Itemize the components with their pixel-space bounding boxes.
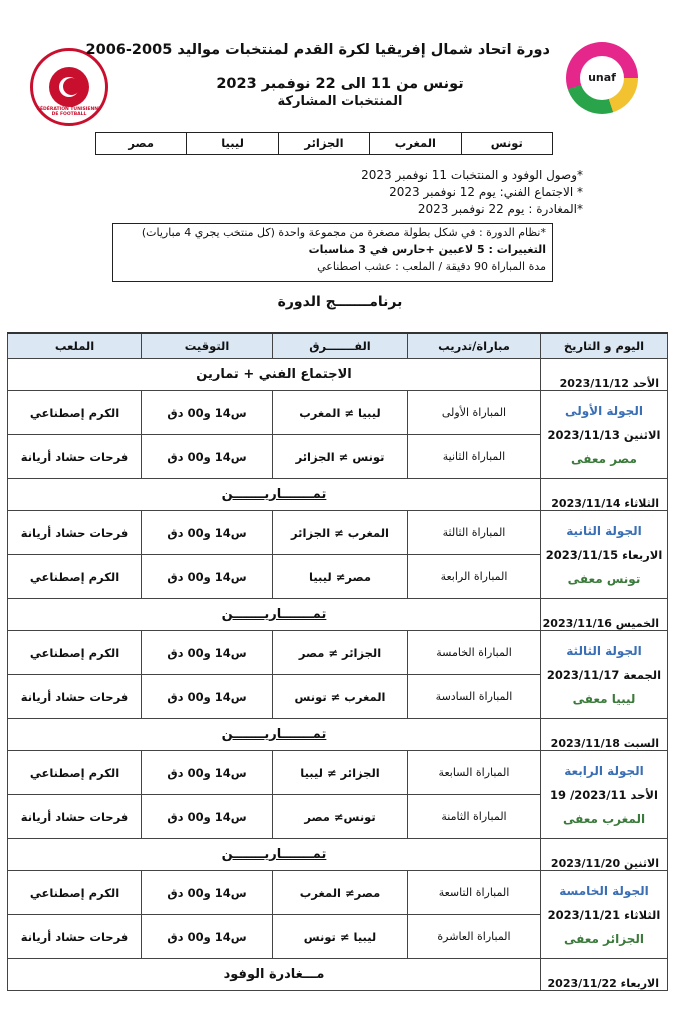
match-time: س14 و00 دق [142,795,273,839]
match-venue: فرحات حشاد أريانة [8,675,142,719]
round-name: الجولة الأولى [565,403,643,418]
match-teams: مصر≠ المغرب [273,871,408,915]
header-time: التوقيت [142,333,273,359]
header-day: اليوم و التاريخ [541,333,668,359]
round-cell [541,871,668,959]
round-name: الجولة الرابعة [564,763,644,778]
match-teams: الجزائر ≠ مصر [273,631,408,675]
rules-duration: مدة المباراة 90 دقيقة / الملعب : عشب اصطناعي [317,260,546,273]
table-row [8,871,668,915]
info-meeting: * الاجتماع الفني: يوم 12 نوفمبر 2023 [389,185,583,199]
round-date: الأحد 2023/11/ 19 [550,787,658,802]
day-date: الثلاثاء 2023/11/14 [541,479,668,511]
day-date: الأحد 2023/11/12 [541,359,668,391]
day-date: الخميس 2023/11/16 [541,599,668,631]
match-label: المباراة الثانية [408,435,541,479]
table-row [8,391,668,435]
team-cell: تونس [461,133,552,154]
round-cell [541,511,668,599]
match-teams: ليبيا ≠ تونس [273,915,408,959]
info-departure: *المغادرة : يوم 22 نوفمبر 2023 [417,202,583,216]
day-activity: تمـــــــاريـــــــن [8,479,541,511]
match-teams: المغرب ≠ تونس [273,675,408,719]
match-teams: الجزائر ≠ ليبيا [273,751,408,795]
match-time: س14 و00 دق [142,391,273,435]
team-cell: مصر [128,136,154,150]
match-time: س14 و00 دق [142,631,273,675]
round-name: الجولة الخامسة [559,883,649,898]
teams-row [95,132,553,155]
header-venue: الملعب [8,333,142,359]
match-label: المباراة الثامنة [408,795,541,839]
rules-format: *نظام الدورة : في شكل بطولة مصغرة من مجموعة واحدة (كل منتخب يجري 4 مباريات) [141,226,546,239]
round-cell [541,751,668,839]
day-activity: مـــغادرة الوفود [8,959,541,991]
match-venue: فرحات حشاد أريانة [8,511,142,555]
round-rest: الجزائر معفى [564,931,644,946]
table-row [8,479,668,511]
schedule-table [7,332,668,991]
match-time: س14 و00 دق [142,435,273,479]
match-label: المباراة العاشرة [408,915,541,959]
match-label: المباراة الأولى [408,391,541,435]
day-date: الاثنين 2023/11/20 [541,839,668,871]
match-venue: الكرم إصطناعي [8,555,142,599]
round-date: الثلاثاء 2023/11/21 [547,907,661,922]
round-rest: ليبيا معفى [572,691,636,706]
match-time: س14 و00 دق [142,555,273,599]
unaf-logo-caption: unaf [588,71,616,84]
day-activity: تمـــــــاريـــــــن [8,599,541,631]
match-time: س14 و00 دق [142,871,273,915]
table-row [8,839,668,871]
round-rest: مصر معفى [571,451,637,466]
match-label: المباراة السابعة [408,751,541,795]
team-cell: الجزائر [278,133,369,154]
tournament-dates: تونس من 11 الى 22 نوفمبر 2023 [216,76,464,92]
day-date: الاربعاء 2023/11/22 [541,959,668,991]
match-venue: فرحات حشاد أريانة [8,915,142,959]
team-cell: المغرب [369,133,460,154]
table-header-row [8,333,668,359]
match-label: المباراة السادسة [408,675,541,719]
match-teams: مصر≠ ليبيا [273,555,408,599]
round-cell [541,631,668,719]
table-row [8,359,668,391]
match-venue: الكرم إصطناعي [8,751,142,795]
round-rest: المغرب معفى [562,811,646,826]
match-time: س14 و00 دق [142,915,273,959]
match-venue: فرحات حشاد أريانة [8,795,142,839]
match-time: س14 و00 دق [142,511,273,555]
day-activity: تمـــــــاريـــــــن [8,839,541,871]
unaf-logo [566,42,638,114]
round-date: الاربعاء 2023/11/15 [545,547,663,562]
match-teams: تونس≠ مصر [273,795,408,839]
match-label: المباراة التاسعة [408,871,541,915]
table-row [8,599,668,631]
round-name: الجولة الثانية [566,523,642,538]
ftf-logo [30,48,108,126]
round-date: الجمعة 2023/11/17 [546,667,662,682]
match-label: المباراة الخامسة [408,631,541,675]
team-cell: ليبيا [186,133,277,154]
table-row [8,719,668,751]
rules-subs: التغييرات : 5 لاعبين +حارس في 3 مناسبات [308,243,546,256]
round-name: الجولة الثالثة [566,643,642,658]
match-teams: المغرب ≠ الجزائر [273,511,408,555]
match-teams: ليبيا ≠ المغرب [273,391,408,435]
match-venue: فرحات حشاد أريانة [8,435,142,479]
table-row [8,751,668,795]
day-activity: تمـــــــاريـــــــن [8,719,541,751]
day-date: السبت 2023/11/18 [541,719,668,751]
page-title: دورة اتحاد شمال إفريقيا لكرة القدم لمنتخبات مواليد 2005-2006 [85,42,550,58]
match-venue: الكرم إصطناعي [8,871,142,915]
participants-heading: المنتخبات المشاركة [277,94,403,109]
round-date: الاثنين 2023/11/13 [547,427,661,442]
ftf-logo-caption: FÉDÉRATION TUNISIENNE DE FOOTBALL [36,107,102,117]
round-rest: تونس معفى [567,571,641,586]
match-venue: الكرم إصطناعي [8,631,142,675]
match-teams: تونس ≠ الجزائر [273,435,408,479]
day-activity: الاجتماع الفني + تمارين [8,359,541,391]
round-cell [541,391,668,479]
match-time: س14 و00 دق [142,675,273,719]
match-venue: الكرم إصطناعي [8,391,142,435]
header-match: مباراة/تدريب [408,333,541,359]
header-teams: الفـــــــرق [273,333,408,359]
match-label: المباراة الثالثة [408,511,541,555]
program-title: برنامـــــــج الدورة [277,294,403,310]
table-row [8,631,668,675]
rules-box [112,223,553,282]
table-row [8,959,668,991]
info-arrival: *وصول الوفود و المنتخبات 11 نوفمبر 2023 [361,168,583,182]
table-row [8,511,668,555]
match-label: المباراة الرابعة [408,555,541,599]
match-time: س14 و00 دق [142,751,273,795]
